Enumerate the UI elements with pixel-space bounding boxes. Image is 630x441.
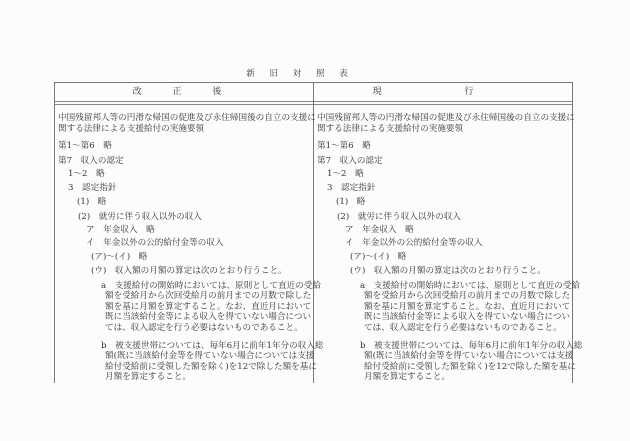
text-line: 額を受給月から次回受給月の前月までの月数で除した xyxy=(364,291,571,301)
header-revised: 改 正 後 xyxy=(132,87,236,97)
document-title: 新 旧 対 照 表 xyxy=(246,69,354,79)
text-line: 関する法律による支援給付の実施要領 xyxy=(58,124,205,134)
comparison-table xyxy=(54,82,583,383)
text-line: 3 認定指針 xyxy=(68,183,117,193)
text-line: 額(既に当該給付金等を得ていない場合については支援 xyxy=(364,351,574,361)
column-current xyxy=(314,83,583,383)
text-line: イ 年金以外の公的給付金等の収入 xyxy=(345,238,483,248)
text-line: (2) 就労に伴う収入以外の収入 xyxy=(337,212,461,222)
text-line: ては、収入認定を行う必要はないものであること。 xyxy=(105,323,303,333)
text-line: 第7 収入の認定 xyxy=(317,156,383,166)
text-line: ては、収入認定を行う必要はないものであること。 xyxy=(364,323,562,333)
column-revised xyxy=(55,83,324,383)
text-line: (1) 略 xyxy=(336,197,366,207)
text-line: 額を受給月から次回受給月の前月までの月数で除した xyxy=(105,291,312,301)
text-line: (2) 就労に伴う収入以外の収入 xyxy=(78,212,202,222)
text-line: 給付受給前に受領した額を除く)を12で除した額を基に xyxy=(105,362,317,372)
text-line: 中国残留邦人等の円滑な帰国の促進及び永住帰国後の自立の支援に xyxy=(317,113,575,123)
text-line: b 被支援世帯については、毎年6月に前年1年分の収入総 xyxy=(360,341,583,351)
text-line: 月額を算定すること。 xyxy=(364,372,450,382)
text-line: 額を基に月額を算定すること。なお、直近月において xyxy=(105,302,312,312)
text-line: (ウ) 収入額の月額の算定は次のとおり行うこと。 xyxy=(91,266,287,276)
text-line: 第1～第6 略 xyxy=(58,141,112,151)
text-line: 第1～第6 略 xyxy=(317,141,371,151)
text-line: ア 年金収入 略 xyxy=(345,225,414,235)
header-current: 現 行 xyxy=(372,87,514,97)
text-line: a 支援給付の開始時においては、原則として直近の受給 xyxy=(101,281,321,291)
text-line: (ア)～(イ) 略 xyxy=(350,252,407,262)
text-line: (ア)～(イ) 略 xyxy=(91,252,148,262)
text-line: (1) 略 xyxy=(77,197,107,207)
text-line: 関する法律による支援給付の実施要領 xyxy=(317,124,464,134)
text-line: イ 年金以外の公的給付金等の収入 xyxy=(86,238,224,248)
text-line: 額を基に月額を算定すること。なお、直近月において xyxy=(364,302,571,312)
text-line: 給付受給前に受領した額を除く)を12で除した額を基に xyxy=(364,362,576,372)
text-line: 額(既に当該給付金等を得ていない場合については支援 xyxy=(105,351,315,361)
text-line: 1～2 略 xyxy=(68,169,105,179)
text-line: 1～2 略 xyxy=(327,169,364,179)
text-line: (ウ) 収入額の月額の算定は次のとおり行うこと。 xyxy=(350,266,546,276)
text-line: 既に当該給付金等による収入を得ていない場合につい xyxy=(364,312,571,322)
text-line: ア 年金収入 略 xyxy=(86,225,155,235)
text-line: b 被支援世帯については、毎年6月に前年1年分の収入総 xyxy=(101,341,324,351)
text-line: 第7 収入の認定 xyxy=(58,156,124,166)
text-line: 3 認定指針 xyxy=(327,183,376,193)
text-line: 中国残留邦人等の円滑な帰国の促進及び永住帰国後の自立の支援に xyxy=(58,113,316,123)
text-line: a 支援給付の開始時においては、原則として直近の受給 xyxy=(360,281,580,291)
text-line: 既に当該給付金等による収入を得ていない場合につい xyxy=(105,312,312,322)
text-line: 月額を算定すること。 xyxy=(105,372,191,382)
